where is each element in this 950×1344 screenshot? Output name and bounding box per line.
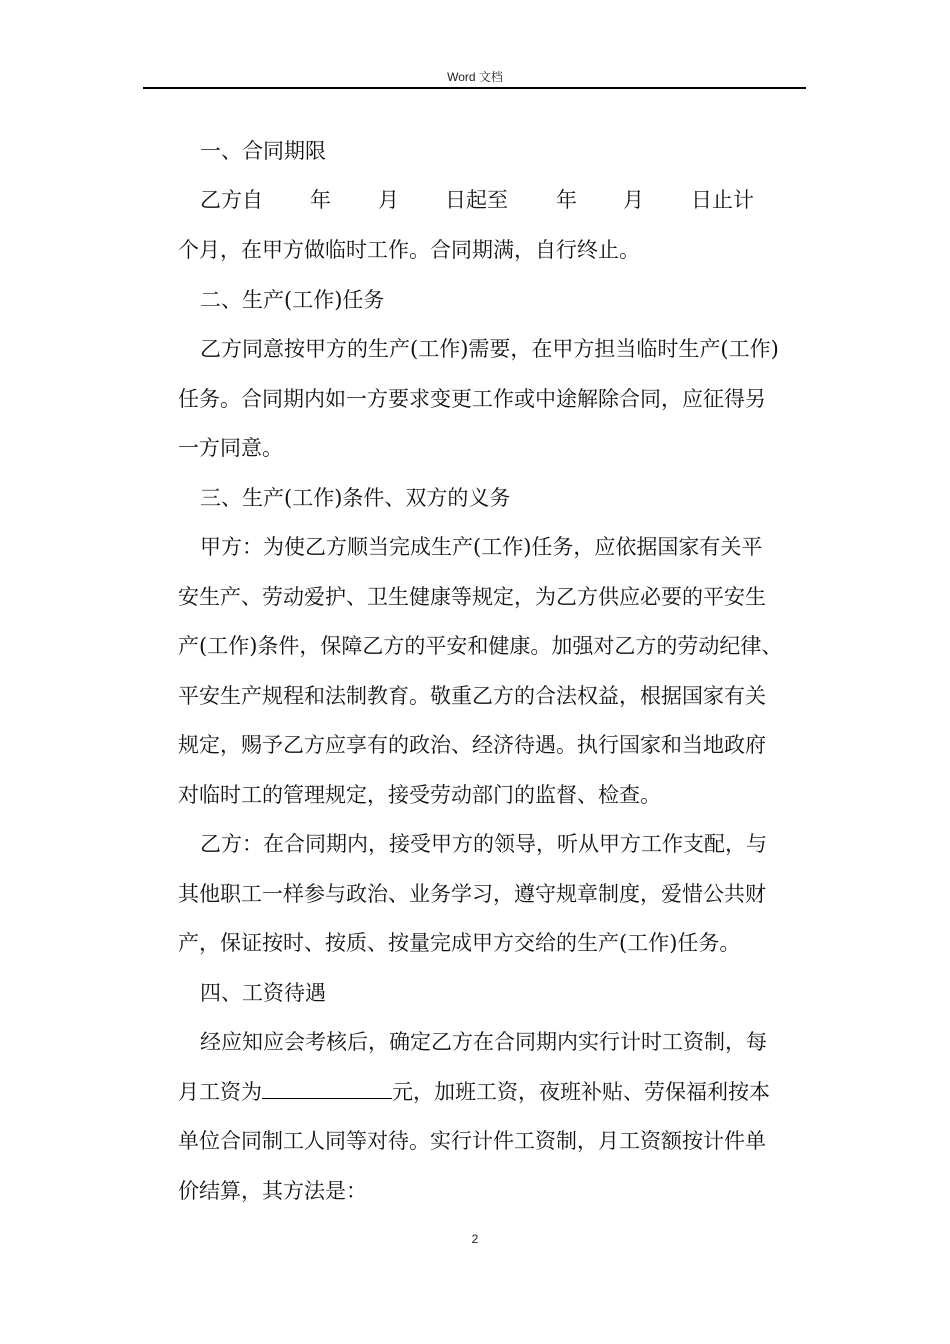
paragraph-line: 其他职工一样参与政治、业务学习，遵守规章制度，爱惜公共财 [178,882,766,906]
date-text-day1: 日起至 [445,188,508,212]
paragraph-line: 产，保证按时、按质、按量完成甲方交给的生产(工作)任务。 [178,931,741,955]
paragraph-line: 经应知应会考核后，确定乙方在合同期内实行计时工资制，每 [200,1030,767,1054]
wage-line [178,1079,770,1105]
paragraph-line: 单位合同制工人同等对待。实行计件工资制，月工资额按计件单 [178,1129,766,1153]
paragraph-line: 甲方：为使乙方顺当完成生产(工作)任务，应依据国家有关平 [200,535,763,559]
paragraph-line: 对临时工的管理规定，接受劳动部门的监督、检查。 [178,783,661,807]
date-text-month1: 月 [378,188,399,212]
wage-amount-blank[interactable] [262,1080,392,1099]
paragraph-line: 价结算，其方法是： [178,1179,367,1203]
paragraph-line: 产(工作)条件，保障乙方的平安和健康。加强对乙方的劳动纪律、 [178,634,783,658]
paragraph-line: 个月，在甲方做临时工作。合同期满，自行终止。 [178,238,640,262]
paragraph-line: 一方同意。 [178,436,283,460]
date-text-day2: 日止计 [691,188,754,212]
date-text-start: 乙方自 [200,188,263,212]
date-text-year1: 年 [310,188,331,212]
paragraph-line: 安生产、劳动爱护、卫生健康等规定，为乙方供应必要的平安生 [178,585,766,609]
page-number: 2 [471,1232,479,1246]
paragraph-line: 乙方同意按甲方的生产(工作)需要，在甲方担当临时生产(工作) [200,337,779,361]
date-text-month2: 月 [623,188,644,212]
contract-date-line [0,187,950,213]
header-divider [143,87,806,89]
header-title: Word 文档 [447,70,503,84]
wage-label: 月工资为 [178,1080,262,1104]
section-heading-task: 二、生产(工作)任务 [200,288,385,312]
section-heading-wages: 四、工资待遇 [200,981,326,1005]
paragraph-line: 规定，赐予乙方应享有的政治、经济待遇。执行国家和当地政府 [178,733,766,757]
paragraph-line: 平安生产规程和法制教育。敬重乙方的合法权益，根据国家有关 [178,684,766,708]
wage-label-suffix: 元，加班工资，夜班补贴、劳保福利按本 [392,1080,770,1104]
section-heading-obligations: 三、生产(工作)条件、双方的义务 [200,486,511,510]
paragraph-line: 乙方：在合同期内，接受甲方的领导，听从甲方工作支配，与 [200,832,767,856]
date-text-year2: 年 [556,188,577,212]
paragraph-line: 任务。合同期内如一方要求变更工作或中途解除合同，应征得另 [178,387,766,411]
section-heading-term: 一、合同期限 [200,139,326,163]
